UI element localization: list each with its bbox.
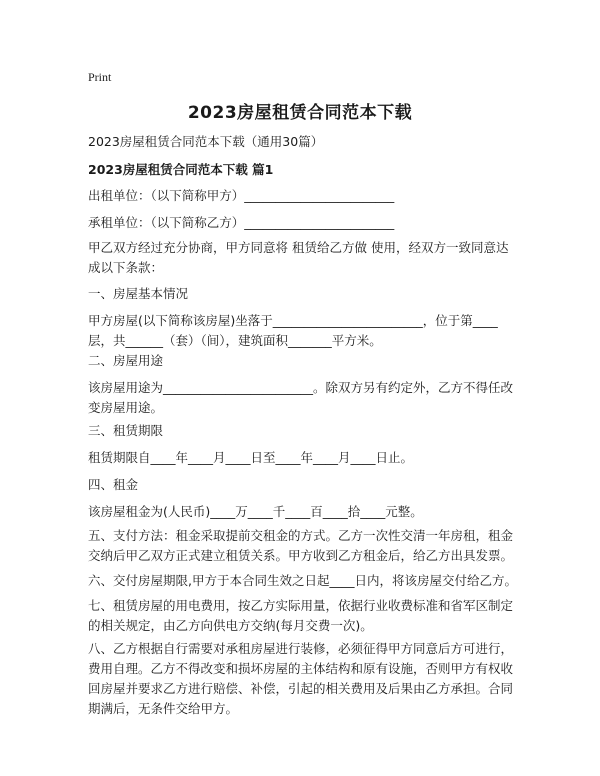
section-7-text: 七、租赁房屋的用电费用，按乙方实际用量，依据行业收费标准和省军区制定的相关规定，由乙方向供电方交纳(每月交费一次)。 [88, 598, 514, 633]
section-1-text: 甲方房屋(以下简称该房屋)坐落于________________________，位于第____层，共______（套）（间），建筑面积_______平方米。 [88, 313, 498, 348]
page-title: 2023房屋租赁合同范本下载 [187, 103, 413, 123]
section-2-title: 二、房屋用途 [88, 353, 164, 368]
section-2-text: 该房屋用途为________________________。除双方另有约定外，乙方不得任改变房屋用途。 [88, 380, 514, 415]
section-1-title: 一、房屋基本情况 [88, 286, 189, 301]
section-8-text: 八、乙方根据自行需要对承租房屋进行装修，必须征得甲方同意后方可进行，费用自理。乙方不得改变和损坏房屋的主体结构和原有设施，否则甲方有权收回房屋并要求乙方进行赔偿、补偿，引起的相关费用及后果由乙方承担。合同期满后，无条件交给甲方。 [88, 641, 514, 716]
print-link[interactable]: Print [88, 70, 112, 84]
section-3-title: 三、租赁期限 [88, 423, 164, 438]
subtitle: 2023房屋租赁合同范本下载（通用30篇） [88, 134, 324, 149]
section-heading: 2023房屋租赁合同范本下载 篇1 [88, 162, 274, 177]
lessee-line: 承租单位：（以下简称乙方）________________________ [88, 215, 395, 230]
section-5-text: 五、支付方法：租金采取提前交租金的方式。乙方一次性交清一年房租，租金交纳后甲乙双方正式建立租赁关系。甲方收到乙方租金后，给乙方出具发票。 [88, 528, 514, 563]
section-4-text: 该房屋租金为(人民币)____万____千____百____拾____元整。 [88, 504, 423, 519]
section-4-title: 四、租金 [88, 477, 139, 492]
intro-paragraph: 甲乙双方经过充分协商，甲方同意将 租赁给乙方做 使用，经双方一致同意达成以下条款： [88, 240, 509, 275]
lessor-line: 出租单位：（以下简称甲方）________________________ [88, 188, 395, 203]
section-3-text: 租赁期限自____年____月____日至____年____月____日止。 [88, 450, 414, 465]
section-6-text: 六、交付房屋期限,甲方于本合同生效之日起____日内，将该房屋交付给乙方。 [88, 573, 517, 588]
